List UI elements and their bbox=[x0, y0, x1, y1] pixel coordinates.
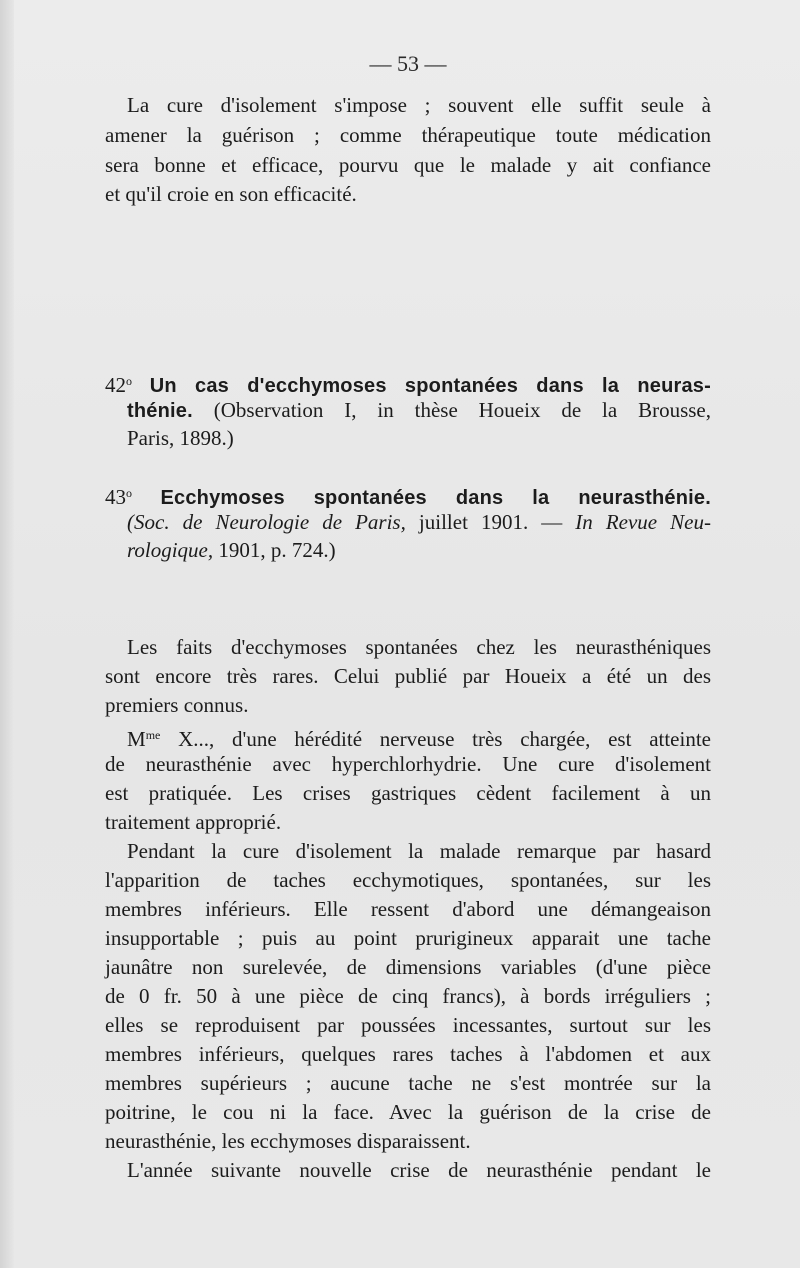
text-line: premiers connus. bbox=[105, 693, 249, 717]
text-line bbox=[105, 722, 711, 754]
honorific-sup: me bbox=[145, 728, 161, 742]
text-line: membres inférieurs, quelques rares taches à l'abdomen et aux bbox=[105, 1042, 711, 1066]
page-number: — 53 — bbox=[369, 51, 447, 76]
text-line-content: X..., d'une hérédité nerveuse très chargée, est atteinte bbox=[160, 727, 711, 751]
journal-name: (Soc. de Neurologie de Paris, bbox=[127, 510, 406, 534]
text-line: sont encore très rares. Celui publié par Houeix a été un des bbox=[105, 664, 711, 688]
text-line: de neurasthénie avec hyperchlorhydrie. Une cure d'isolement bbox=[105, 752, 711, 776]
text-line: sera bonne et efficace, pourvu que le malade y ait confiance bbox=[105, 153, 711, 177]
text-line: jaunâtre non surelevée, de dimensions variables (d'une pièce bbox=[105, 955, 711, 979]
entry-title-continued: thénie. bbox=[127, 400, 193, 422]
entry-reference-line bbox=[127, 509, 711, 537]
entry-heading-line bbox=[105, 368, 711, 401]
text-line: membres supérieurs ; aucune tache ne s'est montrée sur la bbox=[105, 1071, 711, 1095]
entry-heading-line bbox=[127, 397, 711, 426]
journal-name-2: In Revue Neu- bbox=[575, 510, 711, 534]
entry-ordinal: o bbox=[126, 374, 132, 388]
text-line: traitement approprié. bbox=[105, 810, 282, 834]
text-line: amener la guérison ; comme thérapeutique toute médication bbox=[105, 123, 711, 147]
text-line: et qu'il croie en son efficacité. bbox=[105, 182, 357, 206]
entry-title: Un cas d'ecchymoses spontanées dans la neuras- bbox=[149, 375, 711, 397]
text-line: membres inférieurs. Elle ressent d'abord une démangeaison bbox=[105, 897, 711, 921]
text-line: de 0 fr. 50 à une pièce de cinq francs), à bords irréguliers ; bbox=[105, 984, 711, 1008]
text-line: elles se reproduisent par poussées incessantes, surtout sur les bbox=[105, 1013, 711, 1037]
entry-heading-line bbox=[105, 480, 711, 513]
entry-title: Ecchymoses spontanées dans la neurasthénie. bbox=[160, 487, 711, 509]
entry-date: juillet 1901. — bbox=[405, 510, 576, 534]
text-line: Pendant la cure d'isolement la malade remarque par hasard bbox=[127, 839, 711, 863]
text-line: L'année suivante nouvelle crise de neurasthénie pendant le bbox=[127, 1158, 711, 1182]
entry-reference: (Observation I, in thèse Houeix de la Brousse, bbox=[213, 398, 712, 422]
entry-pages: 1901, p. 724.) bbox=[213, 538, 336, 562]
journal-name-2-cont: rologique, bbox=[127, 538, 214, 562]
entry-reference-line: Paris, 1898.) bbox=[127, 426, 234, 450]
text-line: La cure d'isolement s'impose ; souvent elle suffit seule à bbox=[127, 93, 711, 117]
text-line: neurasthénie, les ecchymoses disparaissent. bbox=[105, 1129, 471, 1153]
entry-number: 42 bbox=[105, 373, 126, 397]
page-gutter-shadow bbox=[0, 0, 14, 1268]
entry-number: 43 bbox=[105, 485, 126, 509]
honorific: M bbox=[127, 727, 146, 751]
text-line: Les faits d'ecchymoses spontanées chez les neurasthéniques bbox=[127, 635, 711, 659]
text-line: est pratiquée. Les crises gastriques cèdent facilement à un bbox=[105, 781, 711, 805]
text-line: poitrine, le cou ni la face. Avec la guérison de la crise de bbox=[105, 1100, 711, 1124]
text-line: insupportable ; puis au point prurigineux apparait une tache bbox=[105, 926, 711, 950]
entry-reference-line bbox=[127, 537, 711, 565]
text-line: l'apparition de taches ecchymotiques, spontanées, sur les bbox=[105, 868, 711, 892]
entry-ordinal: o bbox=[126, 486, 132, 500]
